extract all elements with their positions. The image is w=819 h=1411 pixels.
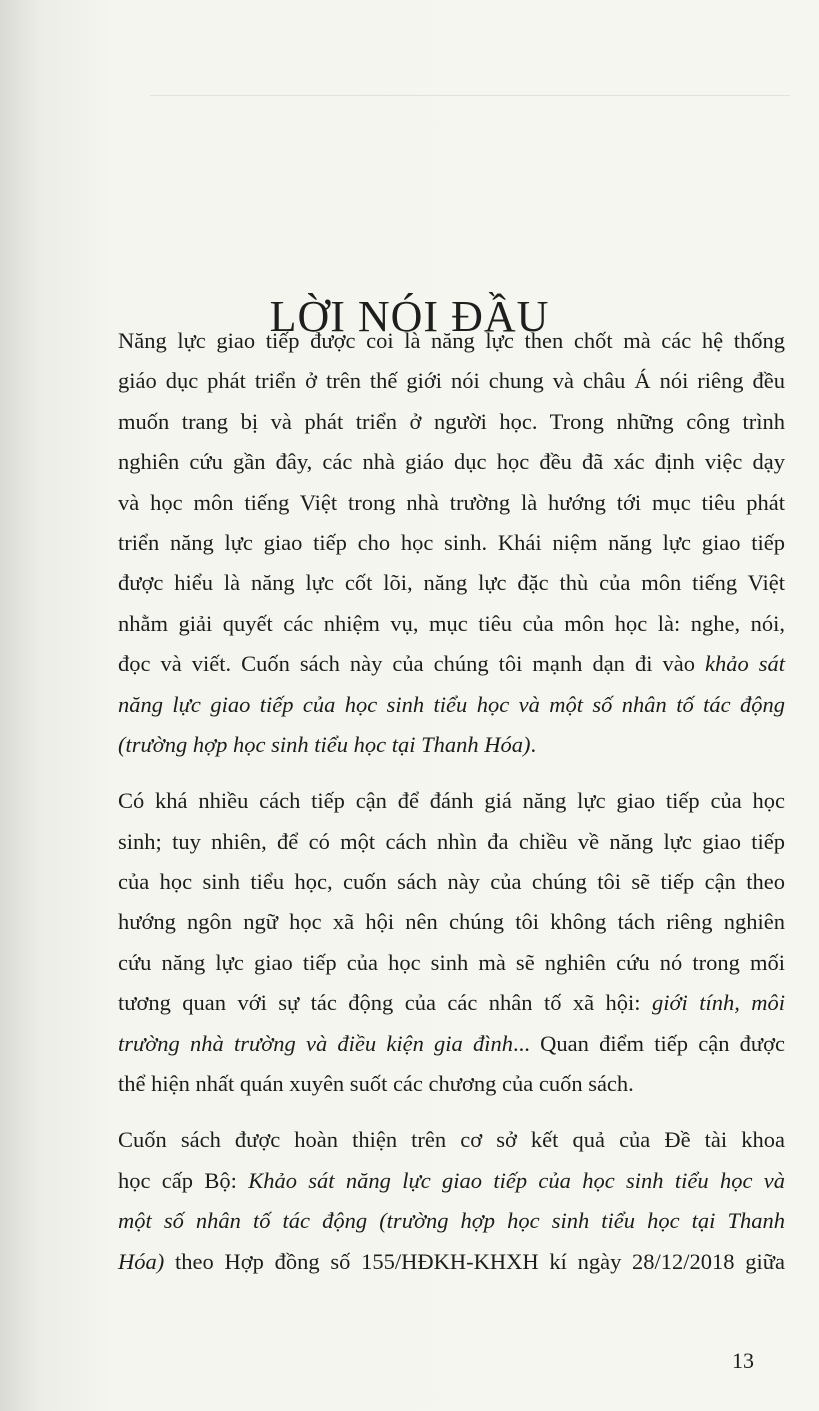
text-line — [118, 361, 785, 401]
paragraph — [118, 781, 785, 1104]
paragraph — [118, 1120, 785, 1282]
paragraph — [118, 321, 785, 765]
italic-text: Hóa) — [118, 1248, 165, 1274]
text-line — [118, 1120, 785, 1160]
page-number: 13 — [732, 1348, 754, 1373]
text-segment: cứu năng lực giao tiếp của học sinh mà sẽ nghiên cứu nó trong mối — [118, 949, 785, 975]
text-line — [118, 1024, 785, 1064]
text-line — [118, 725, 785, 765]
text-segment: hướng ngôn ngữ học xã hội nên chúng tôi không tách riêng nghiên — [118, 909, 785, 935]
text-line — [118, 604, 785, 644]
show-through-header — [150, 95, 790, 106]
text-segment: Năng lực giao tiếp được coi là năng lực then chốt mà các hệ thống — [118, 328, 785, 353]
text-segment: sinh; tuy nhiên, để có một cách nhìn đa chiều về năng lực giao tiếp — [118, 828, 785, 854]
text-segment: của học sinh tiểu học, cuốn sách này của chúng tôi sẽ tiếp cận theo — [118, 869, 785, 895]
text-line — [118, 983, 785, 1023]
text-segment: . — [530, 731, 537, 757]
text-segment: muốn trang bị và phát triển ở người học. Trong những công trình — [118, 408, 785, 434]
text-segment: theo Hợp đồng số 155/HĐKH-KHXH kí ngày 28/12/2018 giữa — [164, 1248, 785, 1274]
text-segment: tương quan với sự tác động của các nhân tố xã hội: — [118, 990, 652, 1016]
text-line — [118, 1201, 785, 1241]
text-segment: giáo dục phát triển ở trên thế giới nói chung và châu Á nói riêng đều — [118, 368, 785, 394]
text-line — [118, 862, 785, 902]
text-line — [118, 1242, 785, 1282]
text-line — [118, 563, 785, 603]
page-title: LỜI NÓI ĐẦU — [269, 292, 550, 342]
text-line — [118, 321, 785, 361]
text-segment: được hiểu là năng lực cốt lõi, năng lực đặc thù của môn tiếng Việt — [118, 570, 785, 596]
text-line — [118, 402, 785, 442]
text-line — [118, 523, 785, 563]
text-segment: và học môn tiếng Việt trong nhà trường là hướng tới mục tiêu phát — [118, 489, 785, 515]
text-line — [118, 943, 785, 983]
italic-text: (trường hợp học sinh tiểu học tại Thanh Hóa) — [118, 731, 531, 757]
text-segment: thể hiện nhất quán xuyên suốt các chương của cuốn sách. — [118, 1071, 634, 1097]
text-segment: nhằm giải quyết các nhiệm vụ, mục tiêu của môn học là: nghe, nói, — [118, 610, 785, 636]
text-line — [118, 442, 785, 482]
text-segment: Cuốn sách được hoàn thiện trên cơ sở kết quả của Đề tài khoa — [118, 1127, 785, 1153]
text-line — [118, 822, 785, 862]
preface-body — [118, 321, 785, 1298]
text-segment: học cấp Bộ: — [118, 1167, 249, 1193]
italic-text: Khảo sát năng lực giao tiếp của học sinh tiểu học và — [248, 1167, 785, 1193]
text-segment: nghiên cứu gần đây, các nhà giáo dục học đều đã xác định việc dạy — [118, 449, 785, 475]
text-line — [118, 644, 785, 684]
text-segment: triển năng lực giao tiếp cho học sinh. Khái niệm năng lực giao tiếp — [118, 529, 785, 555]
text-line — [118, 1161, 785, 1201]
text-segment: ... Quan điểm tiếp cận được — [513, 1030, 785, 1056]
text-line — [118, 1064, 785, 1104]
text-segment: đọc và viết. Cuốn sách này của chúng tôi mạnh dạn đi vào — [118, 651, 705, 677]
text-line — [118, 902, 785, 942]
italic-text: giới tính, môi — [652, 990, 785, 1016]
text-line — [118, 781, 785, 821]
italic-text: trường nhà trường và điều kiện gia đình — [118, 1030, 514, 1056]
italic-text: khảo sát — [704, 651, 785, 677]
italic-text: năng lực giao tiếp của học sinh tiểu học và một số nhân tố tác động — [118, 691, 785, 717]
italic-text: một số nhân tố tác động (trường hợp học sinh tiểu học tại Thanh — [118, 1208, 785, 1234]
text-line — [118, 483, 785, 523]
text-segment: Có khá nhiều cách tiếp cận để đánh giá năng lực giao tiếp của học — [118, 788, 785, 814]
text-line — [118, 685, 785, 725]
